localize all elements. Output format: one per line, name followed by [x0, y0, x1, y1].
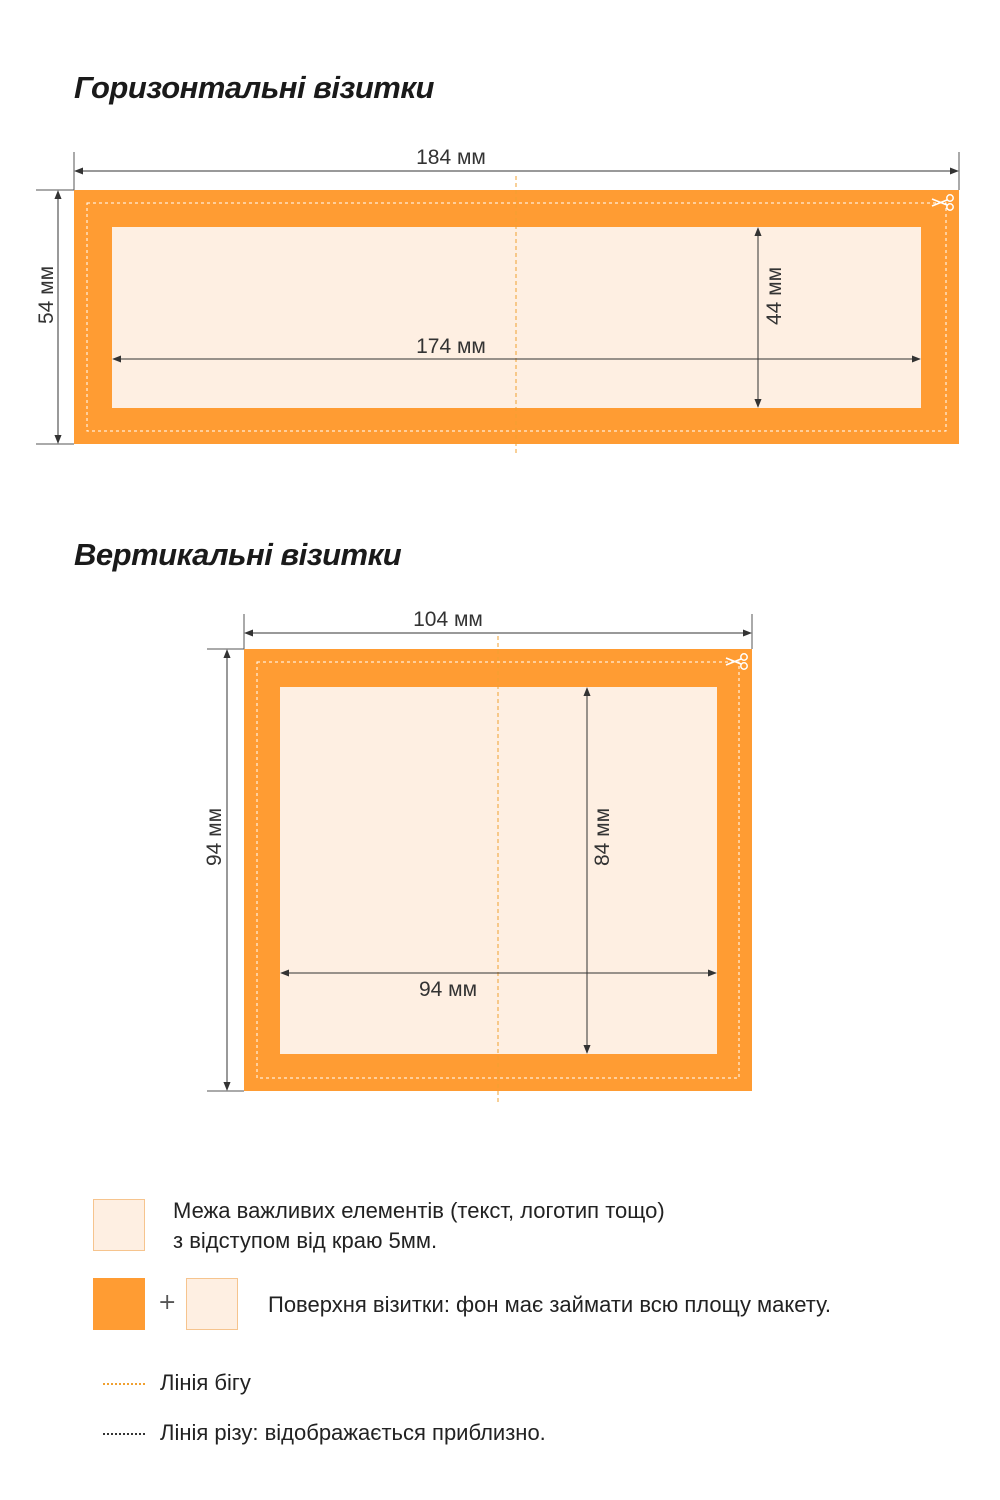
- safe-zone-swatch: [93, 1199, 145, 1251]
- safe-zone-swatch-small: [186, 1278, 238, 1330]
- fold-line-label: Лінія бігу: [160, 1370, 251, 1395]
- vertical-card: [203, 608, 752, 1103]
- vertical-inner-height-label: 84 мм: [591, 807, 614, 867]
- fold-line-sample: [103, 1383, 145, 1385]
- horizontal-inner-height-label: 44 мм: [763, 266, 786, 326]
- horizontal-inner-width-label: 174 мм: [416, 335, 486, 358]
- vertical-width-label: 104 мм: [413, 608, 483, 631]
- vertical-height-label: 94 мм: [203, 807, 226, 867]
- vertical-cards-heading: Вертикальні візитки: [74, 537, 402, 572]
- vertical-inner-width-label: 94 мм: [418, 978, 478, 1001]
- horizontal-card: [35, 146, 959, 456]
- horizontal-cards-heading: Горизонтальні візитки: [74, 70, 434, 105]
- safe-zone-description-line1: Межа важливих елементів (текст, логотип тощо): [173, 1198, 665, 1223]
- cut-line-label: Лінія різу: відображається приблизно.: [160, 1420, 546, 1445]
- horizontal-height-label: 54 мм: [35, 265, 58, 325]
- plus-sign: +: [158, 1290, 177, 1315]
- safe-zone-description-line2: з відступом від краю 5мм.: [173, 1228, 438, 1253]
- bleed-swatch: [93, 1278, 145, 1330]
- surface-description: Поверхня візитки: фон має займати всю площу макету.: [268, 1292, 832, 1317]
- horizontal-width-label: 184 мм: [416, 146, 486, 169]
- cut-line-sample: [103, 1433, 145, 1435]
